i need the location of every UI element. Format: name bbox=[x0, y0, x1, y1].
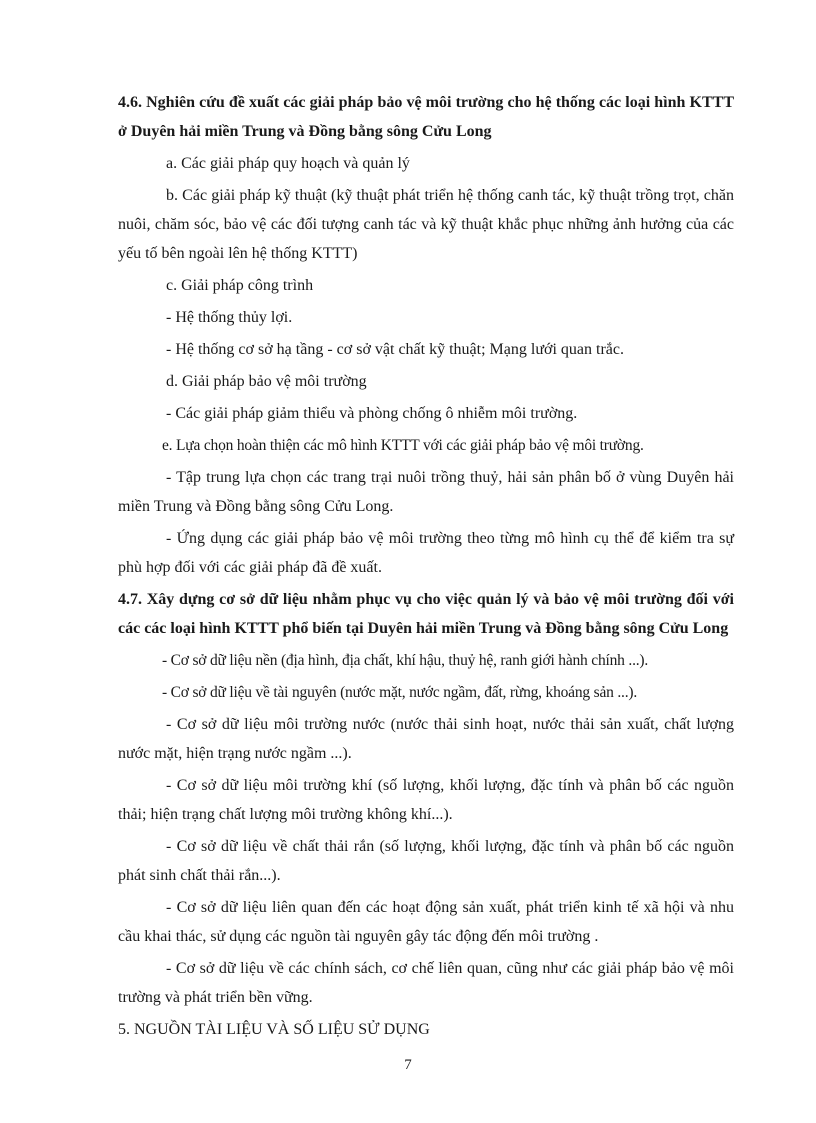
item-4-6-d1: - Các giải pháp giảm thiểu và phòng chống ô nhiễm môi trường. bbox=[166, 405, 578, 422]
item-4-6-d: d. Giải pháp bảo vệ môi trường bbox=[166, 373, 367, 390]
section-5-heading: 5. NGUỒN TÀI LIỆU VÀ SỐ LIỆU SỬ DỤNG bbox=[118, 1021, 430, 1038]
item-4-6-e2: - Ứng dụng các giải pháp bảo vệ môi trường theo từng mô hình cụ thể để kiểm tra sự phù hợp đối với các giải pháp đã đề xuất. bbox=[118, 530, 734, 576]
item-4-7-5: - Cơ sở dữ liệu về chất thải rắn (số lượng, khối lượng, đặc tính và phân bố các nguồn phát sinh chất thải rắn...). bbox=[118, 838, 734, 884]
item-4-7-7: - Cơ sở dữ liệu về các chính sách, cơ chế liên quan, cũng như các giải pháp bảo vệ môi trường và phát triển bền vững. bbox=[118, 960, 734, 1006]
item-4-6-a: a. Các giải pháp quy hoạch và quản lý bbox=[166, 155, 410, 172]
item-4-7-1: - Cơ sở dữ liệu nền (địa hình, địa chất, khí hậu, thuỷ hệ, ranh giới hành chính ...). bbox=[162, 652, 649, 669]
heading-4-6: 4.6. Nghiên cứu đề xuất các giải pháp bảo vệ môi trường cho hệ thống các loại hình KTTT ở Duyên hải miền Trung và Đồng bằng sông Cửu Long bbox=[118, 94, 734, 140]
heading-4-7: 4.7. Xây dựng cơ sở dữ liệu nhằm phục vụ cho việc quản lý và bảo vệ môi trường đối với các các loại hình KTTT phổ biến tại Duyên hải miền Trung và Đồng bằng sông Cửu Long bbox=[118, 591, 734, 637]
item-4-6-b: b. Các giải pháp kỹ thuật (kỹ thuật phát triển hệ thống canh tác, kỹ thuật trồng trọt, chăn nuôi, chăm sóc, bảo vệ các đối tượng canh tác và kỹ thuật khắc phục những ảnh hưởng của các yếu tố bên ngoài lên hệ thống KTTT) bbox=[118, 187, 734, 262]
page-content bbox=[118, 88, 734, 1044]
item-4-7-4: - Cơ sở dữ liệu môi trường khí (số lượng, khối lượng, đặc tính và phân bố các nguồn thải; hiện trạng chất lượng môi trường không khí...). bbox=[118, 777, 734, 823]
item-4-7-3: - Cơ sở dữ liệu môi trường nước (nước thải sinh hoạt, nước thải sản xuất, chất lượng nước mặt, hiện trạng nước ngầm ...). bbox=[118, 716, 734, 762]
item-4-6-e1: - Tập trung lựa chọn các trang trại nuôi trồng thuỷ, hải sản phân bố ở vùng Duyên hải miền Trung và Đồng bằng sông Cửu Long. bbox=[118, 469, 734, 515]
page-number: 7 bbox=[404, 1057, 412, 1073]
item-4-6-e: e. Lựa chọn hoàn thiện các mô hình KTTT với các giải pháp bảo vệ môi trường. bbox=[162, 437, 644, 454]
item-4-6-c1: - Hệ thống thủy lợi. bbox=[166, 309, 293, 326]
item-4-7-2: - Cơ sở dữ liệu về tài nguyên (nước mặt, nước ngầm, đất, rừng, khoáng sản ...). bbox=[162, 684, 638, 701]
item-4-7-6: - Cơ sở dữ liệu liên quan đến các hoạt động sản xuất, phát triển kinh tế xã hội và nhu cầu khai thác, sử dụng các nguồn tài nguyên gây tác động đến môi trường . bbox=[118, 899, 734, 945]
item-4-6-c2: - Hệ thống cơ sở hạ tầng - cơ sở vật chất kỹ thuật; Mạng lưới quan trắc. bbox=[166, 341, 624, 358]
item-4-6-c: c. Giải pháp công trình bbox=[166, 277, 314, 294]
